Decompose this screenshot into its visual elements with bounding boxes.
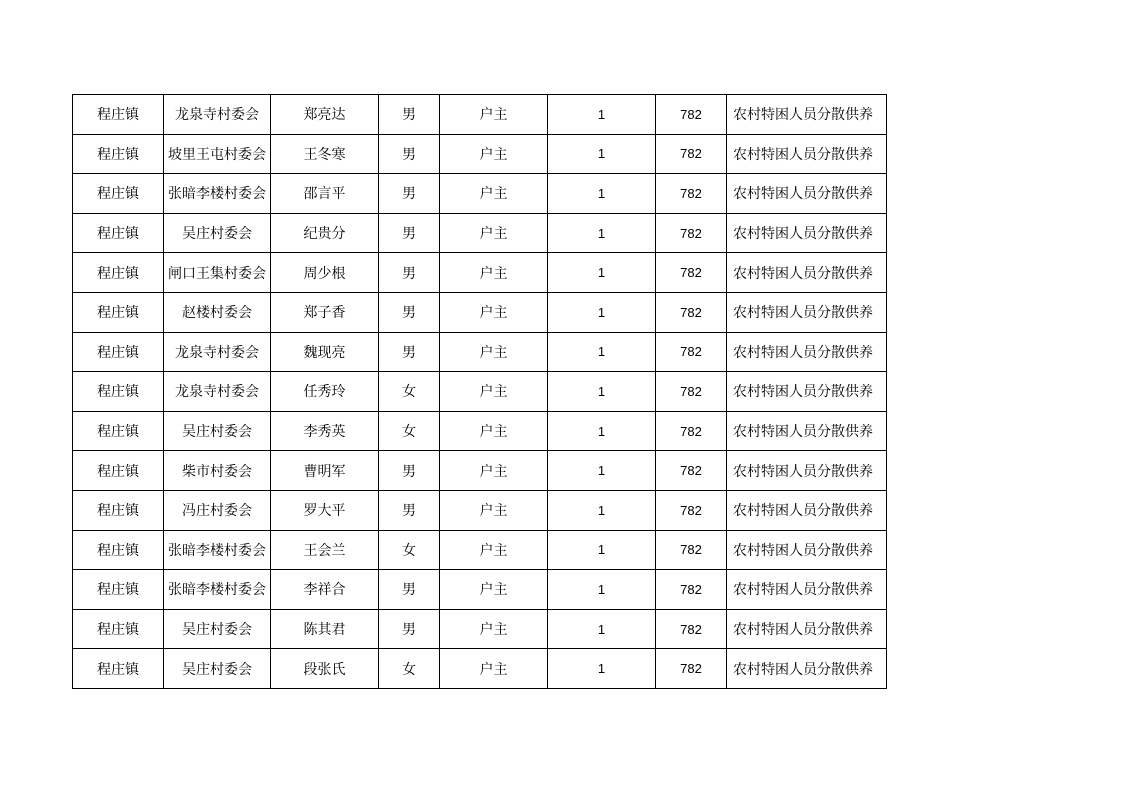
town-cell: 程庄镇	[73, 609, 164, 649]
gender-cell: 男	[379, 253, 440, 293]
support-type-cell: 农村特困人员分散供养	[727, 609, 887, 649]
table-row	[73, 213, 887, 253]
table-row	[73, 609, 887, 649]
person-name-cell: 王会兰	[271, 530, 379, 570]
support-type-cell: 农村特困人员分散供养	[727, 649, 887, 689]
amount-cell: 782	[656, 649, 727, 689]
household-count-cell: 1	[548, 372, 656, 412]
amount-cell: 782	[656, 253, 727, 293]
household-count-cell: 1	[548, 451, 656, 491]
person-name-cell: 罗大平	[271, 490, 379, 530]
table-row	[73, 570, 887, 610]
relation-cell: 户主	[440, 530, 548, 570]
town-cell: 程庄镇	[73, 292, 164, 332]
gender-cell: 男	[379, 609, 440, 649]
village-cell: 龙泉寺村委会	[164, 332, 271, 372]
household-count-cell: 1	[548, 253, 656, 293]
amount-cell: 782	[656, 292, 727, 332]
town-cell: 程庄镇	[73, 332, 164, 372]
person-name-cell: 魏现亮	[271, 332, 379, 372]
relation-cell: 户主	[440, 490, 548, 530]
person-name-cell: 纪贵分	[271, 213, 379, 253]
table-row	[73, 95, 887, 135]
relation-cell: 户主	[440, 609, 548, 649]
relation-cell: 户主	[440, 292, 548, 332]
relation-cell: 户主	[440, 95, 548, 135]
support-type-cell: 农村特困人员分散供养	[727, 570, 887, 610]
support-type-cell: 农村特困人员分散供养	[727, 95, 887, 135]
household-count-cell: 1	[548, 490, 656, 530]
gender-cell: 男	[379, 292, 440, 332]
person-name-cell: 曹明军	[271, 451, 379, 491]
person-name-cell: 段张氏	[271, 649, 379, 689]
village-cell: 龙泉寺村委会	[164, 95, 271, 135]
amount-cell: 782	[656, 530, 727, 570]
person-name-cell: 李祥合	[271, 570, 379, 610]
support-type-cell: 农村特困人员分散供养	[727, 372, 887, 412]
person-name-cell: 陈其君	[271, 609, 379, 649]
village-cell: 龙泉寺村委会	[164, 372, 271, 412]
support-type-cell: 农村特困人员分散供养	[727, 292, 887, 332]
support-type-cell: 农村特困人员分散供养	[727, 451, 887, 491]
gender-cell: 男	[379, 490, 440, 530]
household-count-cell: 1	[548, 530, 656, 570]
town-cell: 程庄镇	[73, 372, 164, 412]
household-count-cell: 1	[548, 411, 656, 451]
gender-cell: 男	[379, 174, 440, 214]
relation-cell: 户主	[440, 134, 548, 174]
amount-cell: 782	[656, 134, 727, 174]
amount-cell: 782	[656, 174, 727, 214]
amount-cell: 782	[656, 451, 727, 491]
amount-cell: 782	[656, 332, 727, 372]
village-cell: 闸口王集村委会	[164, 253, 271, 293]
village-cell: 吴庄村委会	[164, 213, 271, 253]
person-name-cell: 郑亮达	[271, 95, 379, 135]
village-cell: 吴庄村委会	[164, 411, 271, 451]
household-count-cell: 1	[548, 332, 656, 372]
town-cell: 程庄镇	[73, 530, 164, 570]
household-count-cell: 1	[548, 174, 656, 214]
household-count-cell: 1	[548, 95, 656, 135]
village-cell: 冯庄村委会	[164, 490, 271, 530]
village-cell: 张暗李楼村委会	[164, 530, 271, 570]
amount-cell: 782	[656, 490, 727, 530]
support-type-cell: 农村特困人员分散供养	[727, 134, 887, 174]
household-count-cell: 1	[548, 134, 656, 174]
village-cell: 坡里王屯村委会	[164, 134, 271, 174]
relation-cell: 户主	[440, 253, 548, 293]
village-cell: 吴庄村委会	[164, 609, 271, 649]
household-count-cell: 1	[548, 570, 656, 610]
gender-cell: 男	[379, 213, 440, 253]
household-count-cell: 1	[548, 609, 656, 649]
village-cell: 柴市村委会	[164, 451, 271, 491]
gender-cell: 女	[379, 649, 440, 689]
town-cell: 程庄镇	[73, 95, 164, 135]
table-row	[73, 134, 887, 174]
assistance-roster-table	[72, 94, 887, 689]
table-row	[73, 332, 887, 372]
table-row	[73, 411, 887, 451]
person-name-cell: 李秀英	[271, 411, 379, 451]
gender-cell: 女	[379, 372, 440, 412]
amount-cell: 782	[656, 95, 727, 135]
town-cell: 程庄镇	[73, 451, 164, 491]
amount-cell: 782	[656, 213, 727, 253]
gender-cell: 女	[379, 411, 440, 451]
person-name-cell: 任秀玲	[271, 372, 379, 412]
gender-cell: 男	[379, 451, 440, 491]
household-count-cell: 1	[548, 649, 656, 689]
town-cell: 程庄镇	[73, 570, 164, 610]
town-cell: 程庄镇	[73, 490, 164, 530]
relation-cell: 户主	[440, 174, 548, 214]
relation-cell: 户主	[440, 213, 548, 253]
table-row	[73, 174, 887, 214]
table-row	[73, 649, 887, 689]
person-name-cell: 邵言平	[271, 174, 379, 214]
support-type-cell: 农村特困人员分散供养	[727, 530, 887, 570]
relation-cell: 户主	[440, 372, 548, 412]
town-cell: 程庄镇	[73, 649, 164, 689]
village-cell: 吴庄村委会	[164, 649, 271, 689]
table-row	[73, 292, 887, 332]
amount-cell: 782	[656, 570, 727, 610]
amount-cell: 782	[656, 372, 727, 412]
village-cell: 赵楼村委会	[164, 292, 271, 332]
relation-cell: 户主	[440, 649, 548, 689]
amount-cell: 782	[656, 411, 727, 451]
relation-cell: 户主	[440, 451, 548, 491]
relation-cell: 户主	[440, 570, 548, 610]
person-name-cell: 周少根	[271, 253, 379, 293]
support-type-cell: 农村特困人员分散供养	[727, 490, 887, 530]
gender-cell: 男	[379, 95, 440, 135]
support-type-cell: 农村特困人员分散供养	[727, 253, 887, 293]
household-count-cell: 1	[548, 213, 656, 253]
relation-cell: 户主	[440, 411, 548, 451]
amount-cell: 782	[656, 609, 727, 649]
table-row	[73, 451, 887, 491]
support-type-cell: 农村特困人员分散供养	[727, 213, 887, 253]
gender-cell: 男	[379, 134, 440, 174]
gender-cell: 男	[379, 570, 440, 610]
household-count-cell: 1	[548, 292, 656, 332]
town-cell: 程庄镇	[73, 253, 164, 293]
table-row	[73, 490, 887, 530]
village-cell: 张暗李楼村委会	[164, 570, 271, 610]
table-row	[73, 530, 887, 570]
support-type-cell: 农村特困人员分散供养	[727, 174, 887, 214]
table-body	[73, 95, 887, 689]
table-row	[73, 253, 887, 293]
village-cell: 张暗李楼村委会	[164, 174, 271, 214]
table-row	[73, 372, 887, 412]
support-type-cell: 农村特困人员分散供养	[727, 332, 887, 372]
town-cell: 程庄镇	[73, 134, 164, 174]
relation-cell: 户主	[440, 332, 548, 372]
town-cell: 程庄镇	[73, 411, 164, 451]
gender-cell: 男	[379, 332, 440, 372]
support-type-cell: 农村特困人员分散供养	[727, 411, 887, 451]
town-cell: 程庄镇	[73, 174, 164, 214]
person-name-cell: 王冬寒	[271, 134, 379, 174]
town-cell: 程庄镇	[73, 213, 164, 253]
gender-cell: 女	[379, 530, 440, 570]
person-name-cell: 郑子香	[271, 292, 379, 332]
